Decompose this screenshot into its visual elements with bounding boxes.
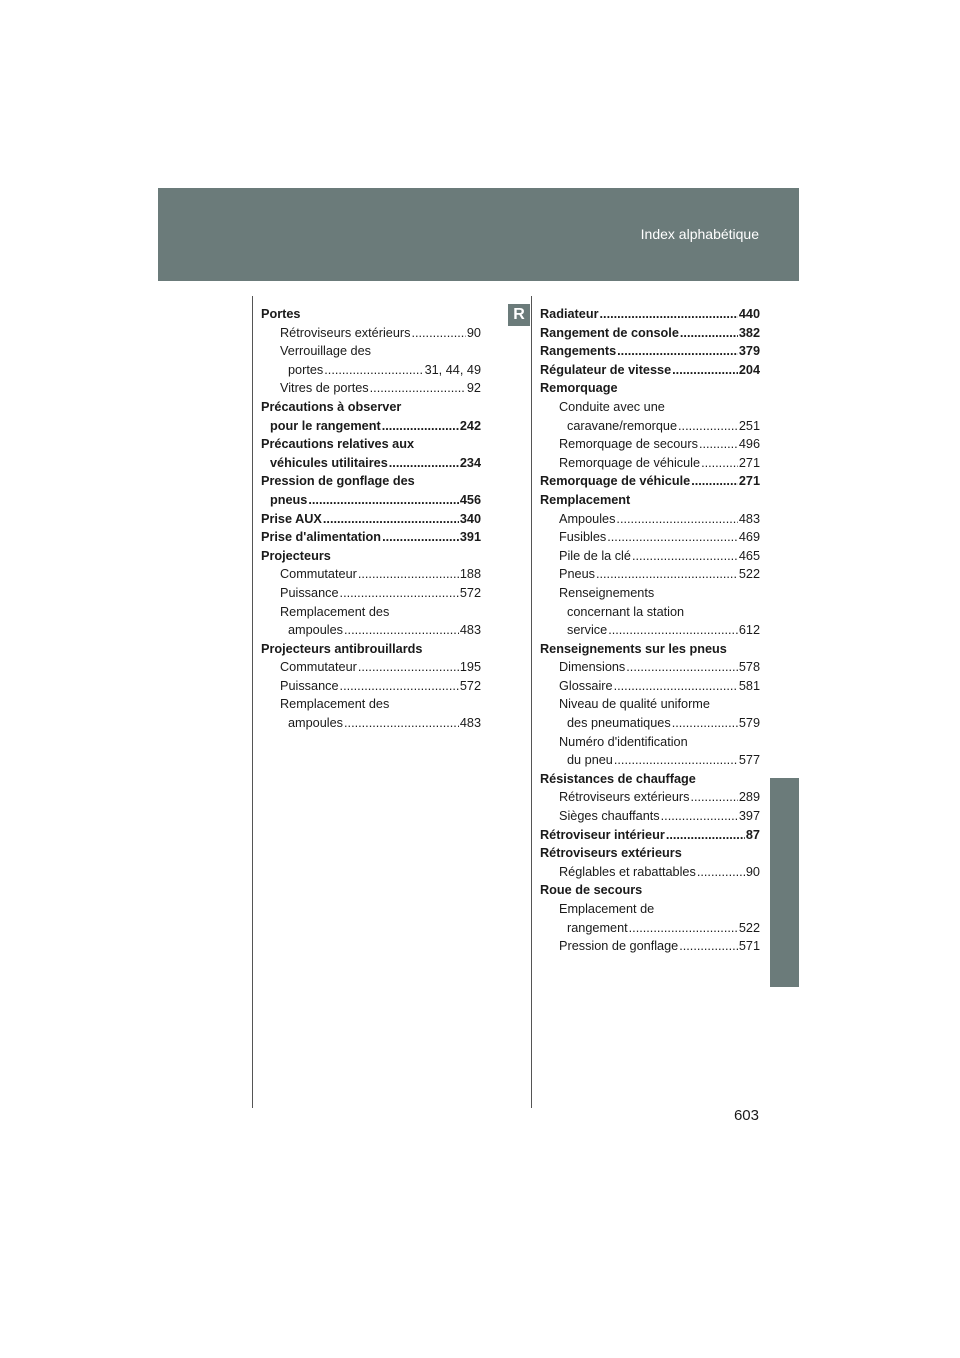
dot-leader bbox=[690, 788, 737, 807]
entry-page: 612 bbox=[738, 623, 760, 638]
dot-leader bbox=[600, 305, 738, 324]
entry-page: 456 bbox=[459, 492, 481, 507]
entry-label: Dimensions bbox=[559, 660, 626, 675]
dot-leader bbox=[672, 714, 738, 733]
index-entry bbox=[540, 919, 760, 938]
dot-leader bbox=[629, 919, 738, 938]
index-entry bbox=[540, 826, 760, 845]
dot-leader bbox=[324, 361, 423, 380]
index-entry bbox=[540, 677, 760, 696]
index-entry bbox=[261, 510, 481, 529]
index-entry: Portes bbox=[261, 307, 301, 321]
index-entry bbox=[540, 417, 760, 436]
section-letter-badge: R bbox=[508, 304, 530, 326]
entry-page: 382 bbox=[738, 325, 760, 340]
entry-label: ampoules bbox=[288, 623, 344, 638]
index-entry: Remplacement bbox=[540, 492, 631, 507]
section-tab bbox=[770, 778, 799, 987]
entry-label: Prise d'alimentation bbox=[261, 530, 382, 545]
index-entry bbox=[261, 565, 481, 584]
entry-label: Rétroviseur intérieur bbox=[540, 827, 665, 842]
dot-leader bbox=[323, 510, 459, 529]
index-entry bbox=[261, 491, 481, 510]
dot-leader bbox=[666, 826, 745, 845]
dot-leader bbox=[358, 565, 459, 584]
entry-page: 483 bbox=[738, 511, 760, 526]
index-entry: Niveau de qualité uniforme bbox=[559, 697, 710, 712]
dot-leader bbox=[680, 324, 738, 343]
index-entry bbox=[540, 361, 760, 380]
dot-leader bbox=[608, 621, 738, 640]
index-entry: concernant la station bbox=[567, 604, 685, 619]
entry-label: Rangement de console bbox=[540, 325, 679, 340]
entry-page: 579 bbox=[738, 716, 760, 731]
entry-label: Rétroviseurs extérieurs bbox=[559, 790, 690, 805]
index-entry: Résistances de chauffage bbox=[540, 771, 696, 786]
index-column-left bbox=[261, 305, 481, 733]
dot-leader bbox=[614, 751, 738, 770]
entry-label: Remorquage de véhicule bbox=[559, 455, 701, 470]
index-entry: Précautions relatives aux bbox=[261, 437, 415, 452]
entry-page: 289 bbox=[738, 790, 760, 805]
index-entry bbox=[540, 714, 760, 733]
index-entry bbox=[540, 528, 760, 547]
entry-label: Puissance bbox=[280, 585, 339, 600]
index-entry bbox=[540, 454, 760, 473]
entry-label: Remorquage de véhicule bbox=[540, 474, 691, 489]
index-column-right bbox=[540, 305, 760, 956]
entry-label: Régulateur de vitesse bbox=[540, 362, 672, 377]
dot-leader bbox=[411, 324, 465, 343]
entry-label: pour le rangement bbox=[270, 418, 381, 433]
entry-page: 440 bbox=[738, 307, 760, 321]
entry-label: des pneumatiques bbox=[567, 716, 671, 731]
index-entry bbox=[261, 417, 481, 436]
entry-label: Rétroviseurs extérieurs bbox=[280, 325, 411, 340]
entry-label: Fusibles bbox=[559, 530, 607, 545]
entry-label: Pneus bbox=[559, 567, 595, 582]
index-entry: Pression de gonflage des bbox=[261, 474, 415, 489]
index-entry bbox=[540, 435, 760, 454]
entry-page: 90 bbox=[466, 325, 481, 340]
dot-leader bbox=[626, 658, 738, 677]
dot-leader bbox=[340, 584, 459, 603]
entry-label: rangement bbox=[567, 920, 628, 935]
index-entry bbox=[540, 324, 760, 343]
index-entry bbox=[540, 472, 760, 491]
index-entry bbox=[540, 547, 760, 566]
dot-leader bbox=[616, 510, 737, 529]
dot-leader bbox=[344, 714, 459, 733]
entry-label: véhicules utilitaires bbox=[270, 455, 388, 470]
index-entry: Verrouillage des bbox=[280, 344, 371, 359]
index-entry bbox=[540, 751, 760, 770]
index-entry bbox=[540, 807, 760, 826]
index-entry: Renseignements bbox=[559, 585, 655, 600]
dot-leader bbox=[596, 565, 738, 584]
dot-leader bbox=[382, 417, 459, 436]
entry-label: du pneu bbox=[567, 753, 613, 768]
entry-page: 87 bbox=[745, 827, 760, 842]
entry-page: 465 bbox=[738, 548, 760, 563]
entry-label: Ampoules bbox=[559, 511, 616, 526]
dot-leader bbox=[697, 863, 745, 882]
entry-page: 496 bbox=[738, 437, 760, 452]
dot-leader bbox=[382, 528, 459, 547]
index-entry bbox=[261, 714, 481, 733]
index-entry: Numéro d'identification bbox=[559, 734, 688, 749]
entry-page: 204 bbox=[738, 362, 760, 377]
entry-page: 242 bbox=[459, 418, 481, 433]
entry-page: 92 bbox=[466, 381, 481, 396]
entry-page: 572 bbox=[459, 678, 481, 693]
entry-page: 522 bbox=[738, 567, 760, 582]
dot-leader bbox=[679, 937, 738, 956]
dot-leader bbox=[389, 454, 459, 473]
entry-page: 251 bbox=[738, 418, 760, 433]
entry-label: Commutateur bbox=[280, 660, 357, 675]
entry-page: 522 bbox=[738, 920, 760, 935]
index-entry: Projecteurs antibrouillards bbox=[261, 641, 423, 656]
entry-page: 581 bbox=[738, 678, 760, 693]
index-entry bbox=[261, 379, 481, 398]
entry-page: 234 bbox=[459, 455, 481, 470]
dot-leader bbox=[672, 361, 738, 380]
dot-leader bbox=[344, 621, 459, 640]
index-entry: Remplacement des bbox=[280, 697, 390, 712]
entry-label: Réglables et rabattables bbox=[559, 864, 696, 879]
entry-label: Remorquage de secours bbox=[559, 437, 698, 452]
entry-page: 578 bbox=[738, 660, 760, 675]
index-entry: Conduite avec une bbox=[559, 399, 665, 414]
index-entry bbox=[261, 677, 481, 696]
dot-leader bbox=[699, 435, 738, 454]
entry-page: 483 bbox=[459, 716, 481, 731]
column-divider-middle bbox=[531, 296, 532, 1108]
page-number: 603 bbox=[733, 1107, 759, 1124]
dot-leader bbox=[701, 454, 738, 473]
entry-page: 571 bbox=[738, 939, 760, 954]
entry-page: 271 bbox=[738, 455, 760, 470]
index-entry bbox=[540, 658, 760, 677]
index-entry bbox=[540, 305, 760, 324]
entry-label: Radiateur bbox=[540, 307, 599, 321]
entry-page: 340 bbox=[459, 511, 481, 526]
index-entry: Rétroviseurs extérieurs bbox=[540, 846, 682, 861]
column-divider-left bbox=[252, 296, 253, 1108]
index-entry bbox=[540, 621, 760, 640]
entry-label: ampoules bbox=[288, 716, 344, 731]
entry-page: 90 bbox=[745, 864, 760, 879]
header-title: Index alphabétique bbox=[640, 226, 759, 242]
entry-label: service bbox=[567, 623, 608, 638]
entry-label: Pile de la clé bbox=[559, 548, 631, 563]
index-entry: Projecteurs bbox=[261, 548, 331, 563]
header-band bbox=[158, 188, 799, 281]
entry-page: 577 bbox=[738, 753, 760, 768]
entry-label: Glossaire bbox=[559, 678, 613, 693]
index-entry bbox=[540, 788, 760, 807]
index-entry: Remorquage bbox=[540, 381, 618, 396]
dot-leader bbox=[370, 379, 466, 398]
index-entry: Renseignements sur les pneus bbox=[540, 641, 727, 656]
index-entry bbox=[540, 863, 760, 882]
index-entry bbox=[261, 658, 481, 677]
index-entry bbox=[261, 454, 481, 473]
entry-label: Vitres de portes bbox=[280, 381, 369, 396]
entry-label: Rangements bbox=[540, 344, 617, 359]
entry-page: 195 bbox=[459, 660, 481, 675]
dot-leader bbox=[607, 528, 738, 547]
entry-page: 397 bbox=[738, 809, 760, 824]
dot-leader bbox=[678, 417, 738, 436]
index-entry: Roue de secours bbox=[540, 883, 643, 898]
dot-leader bbox=[614, 677, 738, 696]
index-entry bbox=[261, 324, 481, 343]
entry-label: Pression de gonflage bbox=[559, 939, 679, 954]
entry-label: portes bbox=[288, 362, 324, 377]
index-entry bbox=[261, 621, 481, 640]
index-entry bbox=[261, 528, 481, 547]
dot-leader bbox=[358, 658, 459, 677]
dot-leader bbox=[308, 491, 458, 510]
entry-label: Commutateur bbox=[280, 567, 357, 582]
entry-page: 379 bbox=[738, 344, 760, 359]
entry-page: 391 bbox=[459, 530, 481, 545]
entry-page: 483 bbox=[459, 623, 481, 638]
index-entry bbox=[261, 361, 481, 380]
index-entry bbox=[540, 565, 760, 584]
entry-page: 572 bbox=[459, 585, 481, 600]
dot-leader bbox=[661, 807, 738, 826]
entry-page: 469 bbox=[738, 530, 760, 545]
index-entry bbox=[540, 342, 760, 361]
index-entry: Précautions à observer bbox=[261, 399, 402, 414]
entry-page: 31, 44, 49 bbox=[424, 362, 481, 377]
entry-label: Sièges chauffants bbox=[559, 809, 660, 824]
entry-label: Prise AUX bbox=[261, 511, 322, 526]
dot-leader bbox=[340, 677, 459, 696]
entry-page: 271 bbox=[738, 474, 760, 489]
index-entry bbox=[540, 937, 760, 956]
index-entry: Remplacement des bbox=[280, 604, 390, 619]
dot-leader bbox=[617, 342, 738, 361]
dot-leader bbox=[691, 472, 738, 491]
entry-label: pneus bbox=[270, 492, 308, 507]
index-entry bbox=[540, 510, 760, 529]
dot-leader bbox=[632, 547, 738, 566]
entry-page: 188 bbox=[459, 567, 481, 582]
entry-label: caravane/remorque bbox=[567, 418, 678, 433]
entry-label: Puissance bbox=[280, 678, 339, 693]
index-entry: Emplacement de bbox=[559, 902, 655, 916]
index-entry bbox=[261, 584, 481, 603]
